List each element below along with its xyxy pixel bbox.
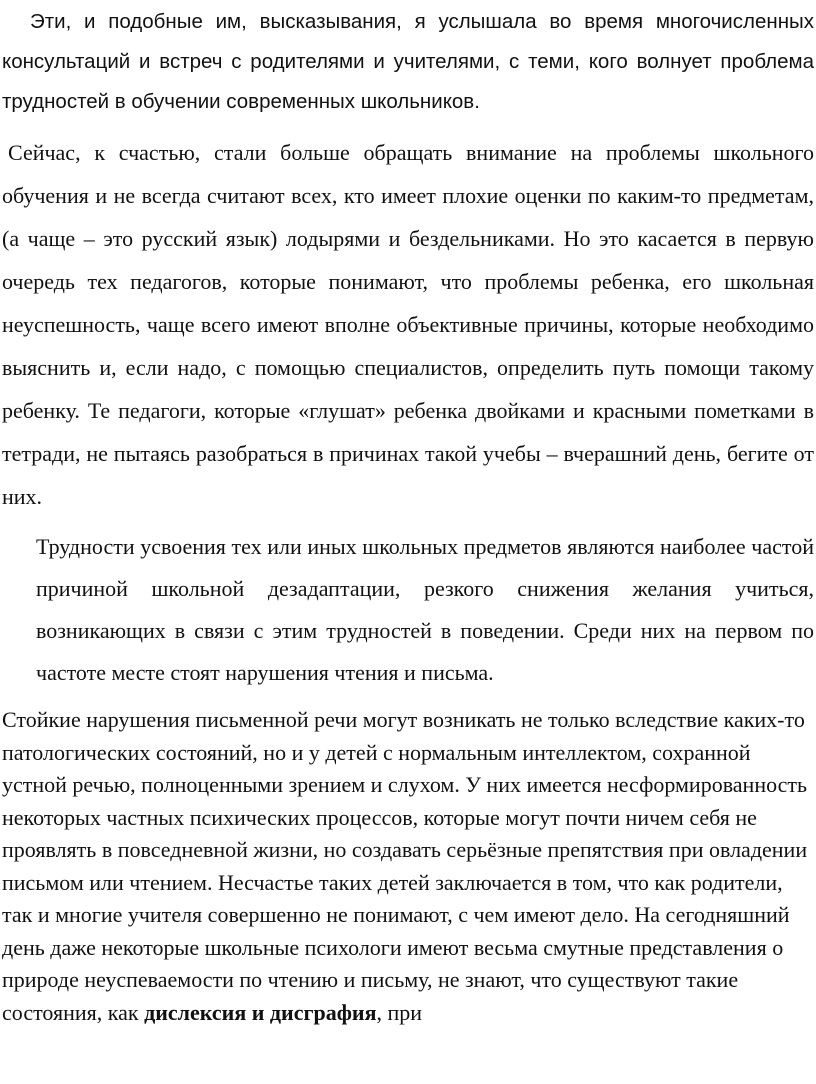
paragraph-text-before-bold: Стойкие нарушения письменной речи могут возникать не только вследствие каких-то патологических состояний, но и у детей с нормальным интеллектом, сохранной устной речью, полноценными зрением и слухом. У них имеется несформированность некоторых частных психических процессов, которые могут почти ничем себя не проявлять в повседневной жизни, но создавать серьёзные препятствия при овладении письмом или чтением. Несчастье таких детей заключается в том, что как родители, так и многие учителя совершенно не понимают, с чем имеют дело. На сегодняшний день даже некоторые школьные психологи имеют весьма смутные представления о природе неуспеваемости по чтению и письму, не знают, что существуют такие состояния, как — [2, 707, 808, 1025]
paragraph-written-speech-disorders — [2, 704, 814, 1029]
paragraph-learning-difficulties: Трудности усвоения тех или иных школьных предметов являются наиболее частой причиной школьной дезадаптации, резкого снижения желания учиться, возникающих в связи с этим трудностей в поведении. Среди них на первом по частоте месте стоят нарушения чтения и письма. — [36, 534, 814, 685]
bold-term-dyslexia-dysgraphia: дислексия и дисграфия — [144, 999, 377, 1025]
paragraph-school-problems: Сейчас, к счастью, стали больше обращать внимание на проблемы школьного обучения и не всегда считают всех, кто имеет плохие оценки по каким-то предметам, (а чаще – это русский язык) лодырями и бездельниками. Но это касается в первую очередь тех педагогов, которые понимают, что проблемы ребенка, его школьная неуспешность, чаще всего имеют вполне объективные причины, которые необходимо выяснить и, если надо, с помощью специалистов, определить путь помощи такому ребенку. Те педагоги, которые «глушат» ребенка двойками и красными пометками в тетради, не пытаясь разобраться в причинах такой учебы – вчерашний день, бегите от них. — [2, 140, 814, 509]
paragraph-text-after-bold: , при — [376, 999, 423, 1025]
paragraph-intro: Эти, и подобные им, высказывания, я услышала во время многочисленных консультаций и встреч с родителями и учителями, с теми, кого волнует проблема трудностей в обучении современных школьников. — [2, 10, 814, 113]
